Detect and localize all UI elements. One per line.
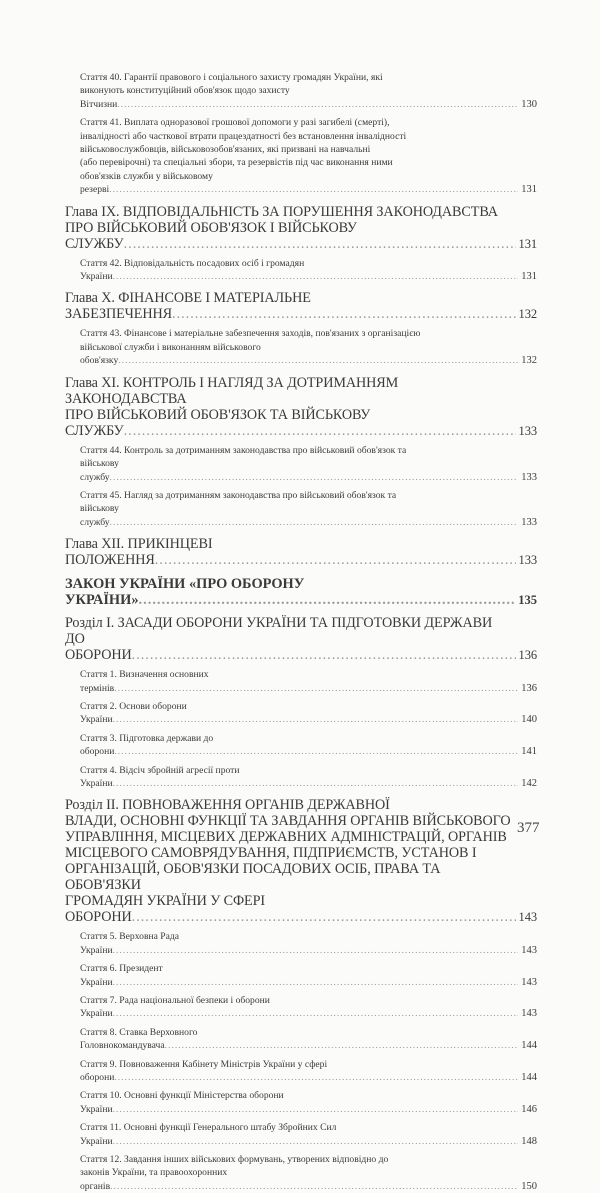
entry-page-number: 131 [518,183,537,196]
toc-chapter-entry [65,615,537,663]
entry-page-number: 130 [518,98,537,111]
entry-page-number: 143 [518,1007,537,1020]
entry-title: Стаття 5. Верховна Рада України ..... [80,931,537,955]
toc-article-entry [80,1026,537,1053]
entry-title: Стаття 12. Завдання інших військових формувань, утворених відповідно до законів України, та правоохоронних органів ..... [80,1154,537,1192]
entry-title: Стаття 40. Гарантії правового і соціального захисту громадян України, які виконують конституційний обов'язок щодо захисту Вітчизни ..... [80,72,537,110]
entry-title: Стаття 2. Основи оборони України ..... [80,701,537,725]
entry-title: Глава IX. ВІДПОВІДАЛЬНІСТЬ ЗА ПОРУШЕННЯ ЗАКОНОДАВСТВА ПРО ВІЙСЬКОВИЙ ОБОВ'ЯЗОК І ВІЙСЬКОВУ СЛУЖБУ ..... [65,204,537,252]
entry-page-number: 141 [518,745,537,758]
toc-article-entry [80,489,537,529]
entry-page-number: 133 [518,471,537,484]
entry-page-number: 132 [516,306,537,322]
entry-page-number: 131 [516,236,537,252]
entry-page-number: 143 [518,944,537,957]
entry-title: Стаття 41. Виплата одноразової грошової допомоги у разі загибелі (смерті), інвалідності або часткової втрати працездатності без встановлення інвалідності військовослужбовців, військовозобов'язаних, які призвані на навчальні (або перевірочні) та спеціальні збори, та резервістів під час виконання ними обов'язків служби у військовому резерві ..... [80,117,537,195]
entry-title: Стаття 43. Фінансове і матеріальне забезпечення заходів, пов'язаних з організацією військової служби і виконанням військового обов'язку ..... [80,328,537,366]
entry-page-number: 132 [518,354,537,367]
entry-title: Стаття 11. Основні функції Генерального штабу Збройних Сил України ..... [80,1122,537,1146]
toc-article-entry [80,732,537,759]
entry-page-number: 146 [518,1103,537,1116]
entry-page-number: 140 [518,713,537,726]
toc-chapter-entry [65,204,537,252]
toc-article-entry [80,116,537,196]
toc-article-entry [80,1089,537,1116]
toc-article-entry [80,327,537,367]
entry-title: Розділ I. ЗАСАДИ ОБОРОНИ УКРАЇНИ ТА ПІДГОТОВКИ ДЕРЖАВИ ДО ОБОРОНИ ..... [65,615,537,663]
toc-article-entry [80,764,537,791]
toc-article-entry [80,962,537,989]
entry-title: Стаття 3. Підготовка держави до оборони ..... [80,733,537,757]
toc-article-entry [80,257,537,284]
toc-article-entry [80,668,537,695]
entry-page-number: 133 [516,552,537,568]
entry-page-number: 148 [518,1135,537,1148]
entry-title: Глава X. ФІНАНСОВЕ І МАТЕРІАЛЬНЕ ЗАБЕЗПЕЧЕННЯ ..... [65,290,537,322]
toc-article-entry [80,1153,537,1193]
toc-article-entry [80,1058,537,1085]
toc-article-entry [80,1121,537,1148]
toc-chapter-entry [65,290,537,322]
toc-article-entry [80,444,537,484]
toc-chapter-entry [65,536,537,568]
entry-title: Стаття 42. Відповідальність посадових осіб і громадян України ..... [80,258,537,282]
entry-title: Стаття 9. Повноваження Кабінету Міністрів України у сфері оборони ..... [80,1059,537,1083]
entry-title: Стаття 1. Визначення основних термінів ..... [80,669,537,693]
table-of-contents [65,66,537,1193]
page-number: 377 [517,820,540,836]
entry-page-number: 136 [516,647,537,663]
toc-article-entry [80,71,537,111]
toc-chapter-entry [65,797,537,925]
entry-title: Стаття 7. Рада національної безпеки і оборони України ..... [80,995,537,1019]
toc-article-entry [80,994,537,1021]
entry-page-number: 144 [518,1071,537,1084]
entry-title: ЗАКОН УКРАЇНИ «ПРО ОБОРОНУ УКРАЇНИ» ..... [65,576,537,608]
toc-law-entry [65,576,537,608]
entry-page-number: 135 [515,592,537,608]
entry-page-number: 142 [518,777,537,790]
entry-title: Глава XI. КОНТРОЛЬ І НАГЛЯД ЗА ДОТРИМАННЯМ ЗАКОНОДАВСТВА ПРО ВІЙСЬКОВИЙ ОБОВ'ЯЗОК ТА ВІЙСЬКОВУ СЛУЖБУ ..... [65,375,537,439]
toc-chapter-entry [65,375,537,439]
entry-title: Стаття 44. Контроль за дотриманням законодавства про військовий обов'язок та військову службу ..... [80,445,537,483]
entry-page-number: 144 [518,1039,537,1052]
entry-page-number: 150 [518,1180,537,1193]
toc-article-entry [80,930,537,957]
entry-page-number: 136 [518,682,537,695]
entry-title: Стаття 6. Президент України ..... [80,963,537,987]
entry-page-number: 131 [518,270,537,283]
toc-article-entry [80,700,537,727]
entry-title: Глава XII. ПРИКІНЦЕВІ ПОЛОЖЕННЯ ..... [65,536,537,568]
entry-page-number: 143 [516,909,537,925]
entry-title: Розділ II. ПОВНОВАЖЕННЯ ОРГАНІВ ДЕРЖАВНОЇ ВЛАДИ, ОСНОВНІ ФУНКЦІЇ ТА ЗАВДАННЯ ОРГАНІВ ВІЙСЬКОВОГО УПРАВЛІННЯ, МІСЦЕВИХ ДЕРЖАВНИХ АДМІНІСТРАЦІЙ, ОРГАНІВ МІСЦЕВОГО САМОВРЯДУВАННЯ, ПІДПРИЄМСТВ, УСТАНОВ І ОРГАНІЗАЦІЙ, ОБОВ'ЯЗКИ ПОСАДОВИХ ОСІБ, ПРАВА ТА ОБОВ'ЯЗКИ ГРОМАДЯН УКРАЇНИ У СФЕРІ ОБОРОНИ ..... [65,797,537,925]
entry-page-number: 133 [516,423,537,439]
entry-title: Стаття 4. Відсіч збройній агресії проти України ..... [80,765,537,789]
entry-page-number: 133 [518,516,537,529]
entry-title: Стаття 45. Нагляд за дотриманням законодавства про військовий обов'язок та військову службу ..... [80,490,537,528]
entry-title: Стаття 10. Основні функції Міністерства оборони України ..... [80,1090,537,1114]
entry-page-number: 143 [518,976,537,989]
entry-title: Стаття 8. Ставка Верховного Головнокомандувача ..... [80,1027,537,1051]
